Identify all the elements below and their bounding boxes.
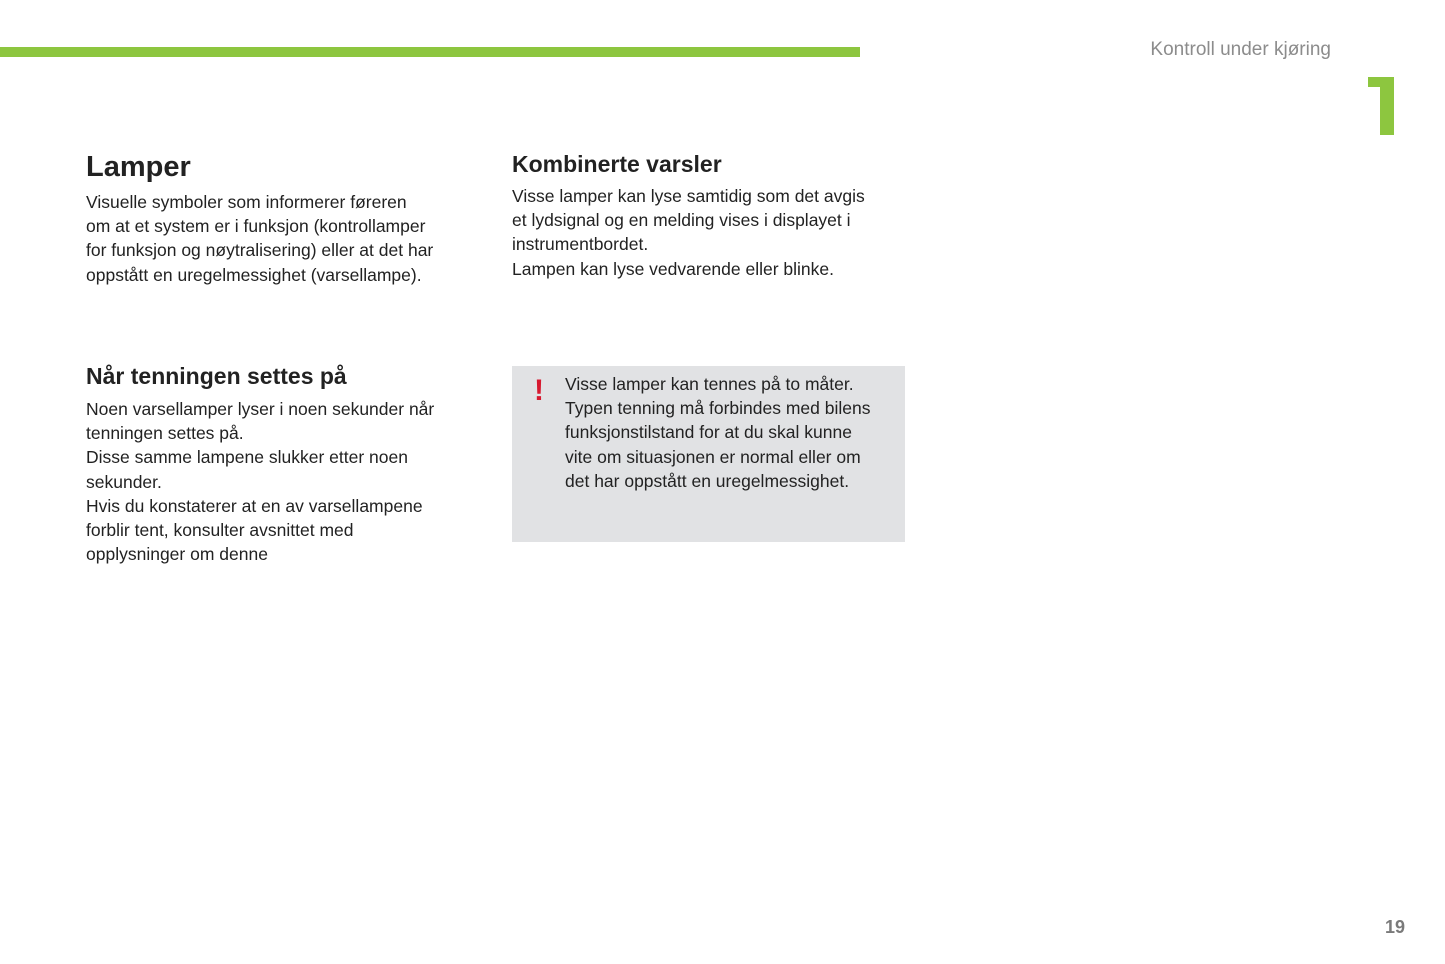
text-line: for funksjon og nøytralisering) eller at det har — [86, 240, 434, 261]
section-tenning — [86, 362, 486, 566]
text-line: instrumentbordet. — [512, 234, 649, 255]
text-line: om at et system er i funksjon (kontrollamper — [86, 216, 426, 237]
section-title: Lamper — [86, 151, 191, 183]
section-title: Kombinerte varsler — [512, 151, 722, 177]
text-line: Lampen kan lyse vedvarende eller blinke. — [512, 258, 834, 279]
text-line: Disse samme lampene slukker etter noen — [86, 447, 408, 468]
text-line: det har oppstått en uregelmessighet. — [565, 470, 850, 491]
text-line: oppstått en uregelmessighet (varsellampe). — [86, 264, 422, 285]
text-line: et lydsignal og en melding vises i displayet i — [512, 210, 851, 231]
section-kombinerte-varsler — [512, 150, 912, 281]
text-line: sekunder. — [86, 471, 162, 492]
text-line: vite om situasjonen er normal eller om — [565, 446, 861, 467]
chapter-title: Kontroll under kjøring — [1150, 39, 1331, 60]
warning-note-box — [512, 366, 905, 542]
chapter-number-stem — [1380, 77, 1394, 135]
section-body — [86, 190, 486, 287]
chapter-accent-bar — [0, 47, 860, 57]
text-line: Typen tenning må forbindes med bilens — [565, 398, 871, 419]
section-body — [512, 184, 912, 281]
text-line: Visse lamper kan tennes på to måter. — [565, 374, 854, 394]
page-number: 19 — [1384, 917, 1405, 937]
text-line: funksjonstilstand for at du skal kunne — [565, 422, 852, 443]
text-line: Visuelle symboler som informerer føreren — [86, 192, 407, 212]
text-line: Visse lamper kan lyse samtidig som det avgis — [512, 186, 865, 206]
section-lamper — [86, 150, 486, 287]
exclamation-icon: ! — [534, 374, 544, 407]
text-line: Hvis du konstaterer at en av varsellampene — [86, 495, 423, 516]
chapter-number-badge — [1368, 77, 1395, 135]
text-line: opplysninger om denne — [86, 544, 268, 565]
note-body — [565, 372, 900, 493]
section-title: Når tenningen settes på — [86, 363, 347, 389]
text-line: forblir tent, konsulter avsnittet med — [86, 520, 354, 541]
section-body — [86, 397, 486, 566]
text-line: tenningen settes på. — [86, 423, 244, 444]
text-line: Noen varsellamper lyser i noen sekunder når — [86, 399, 435, 419]
